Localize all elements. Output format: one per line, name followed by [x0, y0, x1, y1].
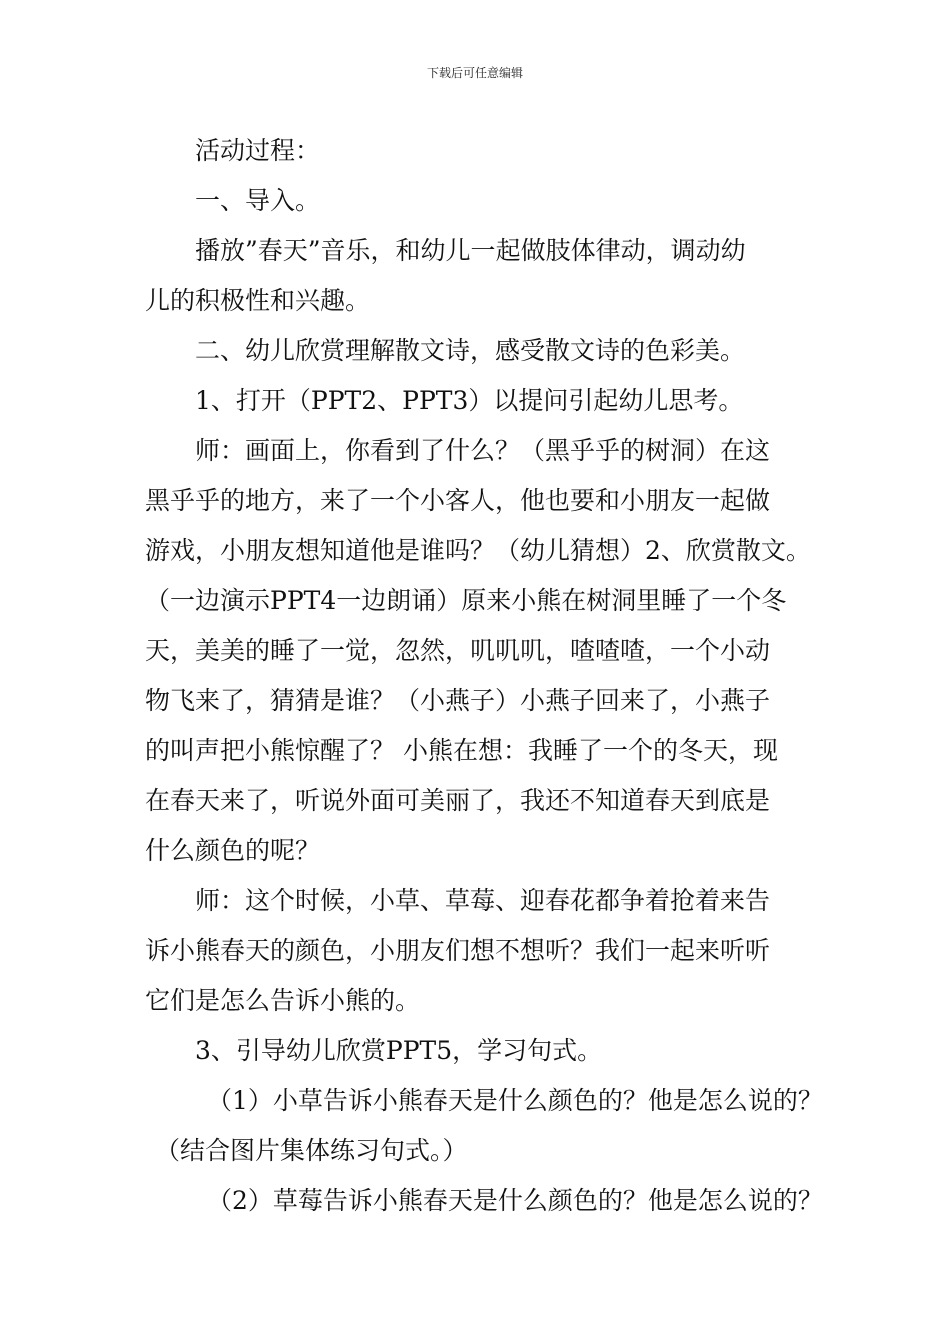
paragraph-line: 播放”春天”音乐，和幼儿一起做肢体律动，调动幼: [195, 236, 746, 265]
paragraph-line: 3、引导幼儿欣赏PPT5，学习句式。: [195, 1036, 603, 1065]
paragraph-line: 黑乎乎的地方，来了一个小客人，他也要和小朋友一起做: [145, 486, 771, 515]
paragraph-line: 的叫声把小熊惊醒了？ 小熊在想：我睡了一个的冬天，现: [145, 736, 778, 765]
paragraph-line: （2）草莓告诉小熊春天是什么颜色的？他是怎么说的？: [207, 1186, 823, 1215]
paragraph-line: 一、导入。: [195, 186, 321, 215]
paragraph-line: （结合图片集体练习句式。）: [155, 1136, 468, 1165]
paragraph-line: 儿的积极性和兴趣。: [145, 286, 371, 315]
paragraph-line: 在春天来了，听说外面可美丽了，我还不知道春天到底是: [145, 786, 771, 815]
paragraph-line: 天，美美的睡了一觉，忽然，叽叽叽，喳喳喳，一个小动: [145, 636, 771, 665]
paragraph-line: 活动过程：: [195, 136, 321, 165]
paragraph-line: 师：这个时候，小草、草莓、迎春花都争着抢着来告: [195, 886, 771, 915]
paragraph-line: 诉小熊春天的颜色，小朋友们想不想听？我们一起来听听: [145, 936, 771, 965]
page-header: 下载后可任意编辑: [426, 66, 523, 80]
paragraph-line: 1、打开（PPT2、PPT3）以提问引起幼儿思考。: [195, 386, 744, 415]
paragraph-line: 什么颜色的呢？: [145, 836, 321, 865]
paragraph-line: 它们是怎么告诉小熊的。: [145, 986, 421, 1015]
paragraph-line: 师：画面上，你看到了什么？（黑乎乎的树洞）在这: [195, 436, 771, 465]
paragraph-line: 物飞来了，猜猜是谁？（小燕子）小燕子回来了，小燕子: [145, 686, 771, 715]
document-body: [145, 126, 825, 1226]
paragraph-line: （1）小草告诉小熊春天是什么颜色的？他是怎么说的？: [207, 1086, 823, 1115]
paragraph-line: 二、幼儿欣赏理解散文诗，感受散文诗的色彩美。: [195, 336, 746, 365]
paragraph-line: （一边演示PPT4一边朗诵）原来小熊在树洞里睡了一个冬: [145, 586, 787, 615]
paragraph-line: 游戏，小朋友想知道他是谁吗？（幼儿猜想）2、欣赏散文。: [145, 536, 811, 565]
